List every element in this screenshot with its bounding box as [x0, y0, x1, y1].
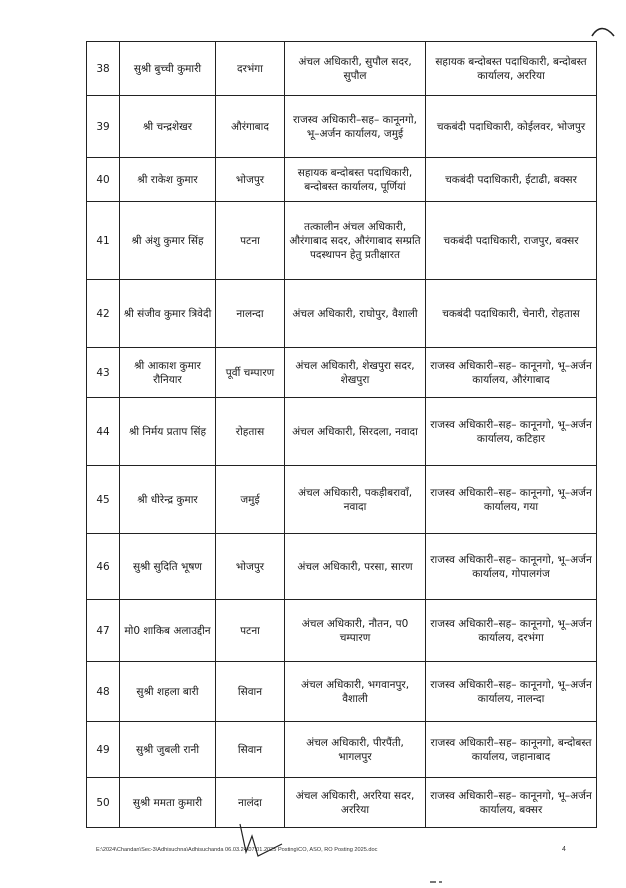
new-posting-cell: सहायक बन्दोबस्त पदाधिकारी, बन्दोबस्त कार्यालय, अररिया [426, 42, 597, 96]
home-district-cell: पूर्वी चम्पारण [216, 348, 285, 398]
footer-file-path: E:\2024\Chandan\Sec-3\Adhisuchna\Adhisuchanda 06.03.24\07.01.2025 Posting\CO, ASO, RO Posting 2025.doc [96, 847, 378, 853]
home-district-cell: रोहतास [216, 398, 285, 466]
new-posting-cell: राजस्व अधिकारी–सह– कानूनगो, भू–अर्जन कार्यालय, औरंगाबाद [426, 348, 597, 398]
table-row [87, 398, 597, 466]
officer-name-cell: श्री राकेश कुमार [120, 158, 216, 202]
officer-name-cell: श्री धीरेन्द्र कुमार [120, 466, 216, 534]
home-district-cell: दरभंगा [216, 42, 285, 96]
officer-name-cell: श्री संजीव कुमार त्रिवेदी [120, 280, 216, 348]
serial-number-cell: 41 [87, 202, 120, 280]
serial-number-cell: 46 [87, 534, 120, 600]
serial-number-cell: 44 [87, 398, 120, 466]
home-district-cell: नालन्दा [216, 280, 285, 348]
officer-name-cell: सुश्री बुच्ची कुमारी [120, 42, 216, 96]
table-row [87, 722, 597, 778]
officer-name-cell: सुश्री सुदिति भूषण [120, 534, 216, 600]
officer-name-cell: सुश्री ममता कुमारी [120, 778, 216, 828]
new-posting-cell: चकबंदी पदाधिकारी, कोईलवर, भोजपुर [426, 96, 597, 158]
home-district-cell: सिवान [216, 662, 285, 722]
new-posting-cell: राजस्व अधिकारी–सह– कानूनगो, भू–अर्जन कार्यालय, नालन्दा [426, 662, 597, 722]
current-posting-cell: अंचल अधिकारी, शेखपुरा सदर, शेखपुरा [285, 348, 426, 398]
serial-number-cell: 48 [87, 662, 120, 722]
current-posting-cell: अंचल अधिकारी, राघोपुर, वैशाली [285, 280, 426, 348]
home-district-cell: पटना [216, 202, 285, 280]
new-posting-cell: राजस्व अधिकारी–सह– कानूनगो, भू–अर्जन कार्यालय, गोपालगंज [426, 534, 597, 600]
new-posting-cell: चकबंदी पदाधिकारी, ईटाढी, बक्सर [426, 158, 597, 202]
new-posting-cell: राजस्व अधिकारी–सह– कानूनगो, बन्दोबस्त कार्यालय, जहानाबाद [426, 722, 597, 778]
home-district-cell: पटना [216, 600, 285, 662]
serial-number-cell: 49 [87, 722, 120, 778]
serial-number-cell: 43 [87, 348, 120, 398]
handwritten-initial-mark [232, 822, 292, 862]
officer-name-cell: सुश्री शहला बारी [120, 662, 216, 722]
home-district-cell: भोजपुर [216, 534, 285, 600]
table-row [87, 158, 597, 202]
table-row [87, 534, 597, 600]
officer-name-cell: श्री निर्मय प्रताप सिंह [120, 398, 216, 466]
serial-number-cell: 45 [87, 466, 120, 534]
table-row [87, 42, 597, 96]
new-posting-cell: राजस्व अधिकारी–सह– कानूनगो, भू–अर्जन कार्यालय, कटिहार [426, 398, 597, 466]
current-posting-cell: राजस्व अधिकारी–सह– कानूनगो, भू–अर्जन कार्यालय, जमुई [285, 96, 426, 158]
current-posting-cell: अंचल अधिकारी, परसा, सारण [285, 534, 426, 600]
table-row [87, 600, 597, 662]
corner-pen-mark [588, 24, 616, 40]
officer-name-cell: सुश्री जुबली रानी [120, 722, 216, 778]
new-posting-cell: राजस्व अधिकारी–सह– कानूनगो, भू–अर्जन कार्यालय, गया [426, 466, 597, 534]
serial-number-cell: 39 [87, 96, 120, 158]
table-row [87, 662, 597, 722]
serial-number-cell: 47 [87, 600, 120, 662]
serial-number-cell: 50 [87, 778, 120, 828]
officer-name-cell: श्री अंशु कुमार सिंह [120, 202, 216, 280]
new-posting-cell: चकबंदी पदाधिकारी, चेनारी, रोहतास [426, 280, 597, 348]
table-row [87, 466, 597, 534]
current-posting-cell: अंचल अधिकारी, सुपौल सदर, सुपौल [285, 42, 426, 96]
serial-number-cell: 40 [87, 158, 120, 202]
new-posting-cell: चकबंदी पदाधिकारी, राजपुर, बक्सर [426, 202, 597, 280]
current-posting-cell: सहायक बन्दोबस्त पदाधिकारी, बन्दोबस्त कार्यालय, पूर्णियां [285, 158, 426, 202]
new-posting-cell: राजस्व अधिकारी–सह– कानूनगो, भू–अर्जन कार्यालय, बक्सर [426, 778, 597, 828]
posting-table [86, 41, 597, 828]
table-row [87, 280, 597, 348]
current-posting-cell: अंचल अधिकारी, पीरपैंती, भागलपुर [285, 722, 426, 778]
current-posting-cell: अंचल अधिकारी, अररिया सदर, अररिया [285, 778, 426, 828]
serial-number-cell: 38 [87, 42, 120, 96]
home-district-cell: औरंगाबाद [216, 96, 285, 158]
table-row [87, 778, 597, 828]
new-posting-cell: राजस्व अधिकारी–सह– कानूनगो, भू–अर्जन कार्यालय, दरभंगा [426, 600, 597, 662]
officer-name-cell: श्री आकाश कुमार रौनियार [120, 348, 216, 398]
scan-speck [430, 880, 444, 884]
table-row [87, 96, 597, 158]
posting-table-body [87, 42, 597, 828]
serial-number-cell: 42 [87, 280, 120, 348]
current-posting-cell: अंचल अधिकारी, सिरदला, नवादा [285, 398, 426, 466]
current-posting-cell: अंचल अधिकारी, पकड़ीबरावाँ, नवादा [285, 466, 426, 534]
current-posting-cell: अंचल अधिकारी, भगवानपुर, वैशाली [285, 662, 426, 722]
home-district-cell: भोजपुर [216, 158, 285, 202]
table-row [87, 202, 597, 280]
table-row [87, 348, 597, 398]
current-posting-cell: तत्कालीन अंचल अधिकारी, औरंगाबाद सदर, औरंगाबाद सम्प्रति पदस्थापन हेतु प्रतीक्षारत [285, 202, 426, 280]
officer-name-cell: मो0 शाकिब अलाउद्दीन [120, 600, 216, 662]
page-number: 4 [562, 846, 566, 853]
current-posting-cell: अंचल अधिकारी, नौतन, प0 चम्पारण [285, 600, 426, 662]
home-district-cell: नालंदा [216, 778, 285, 828]
officer-name-cell: श्री चन्द्रशेखर [120, 96, 216, 158]
home-district-cell: सिवान [216, 722, 285, 778]
home-district-cell: जमुई [216, 466, 285, 534]
